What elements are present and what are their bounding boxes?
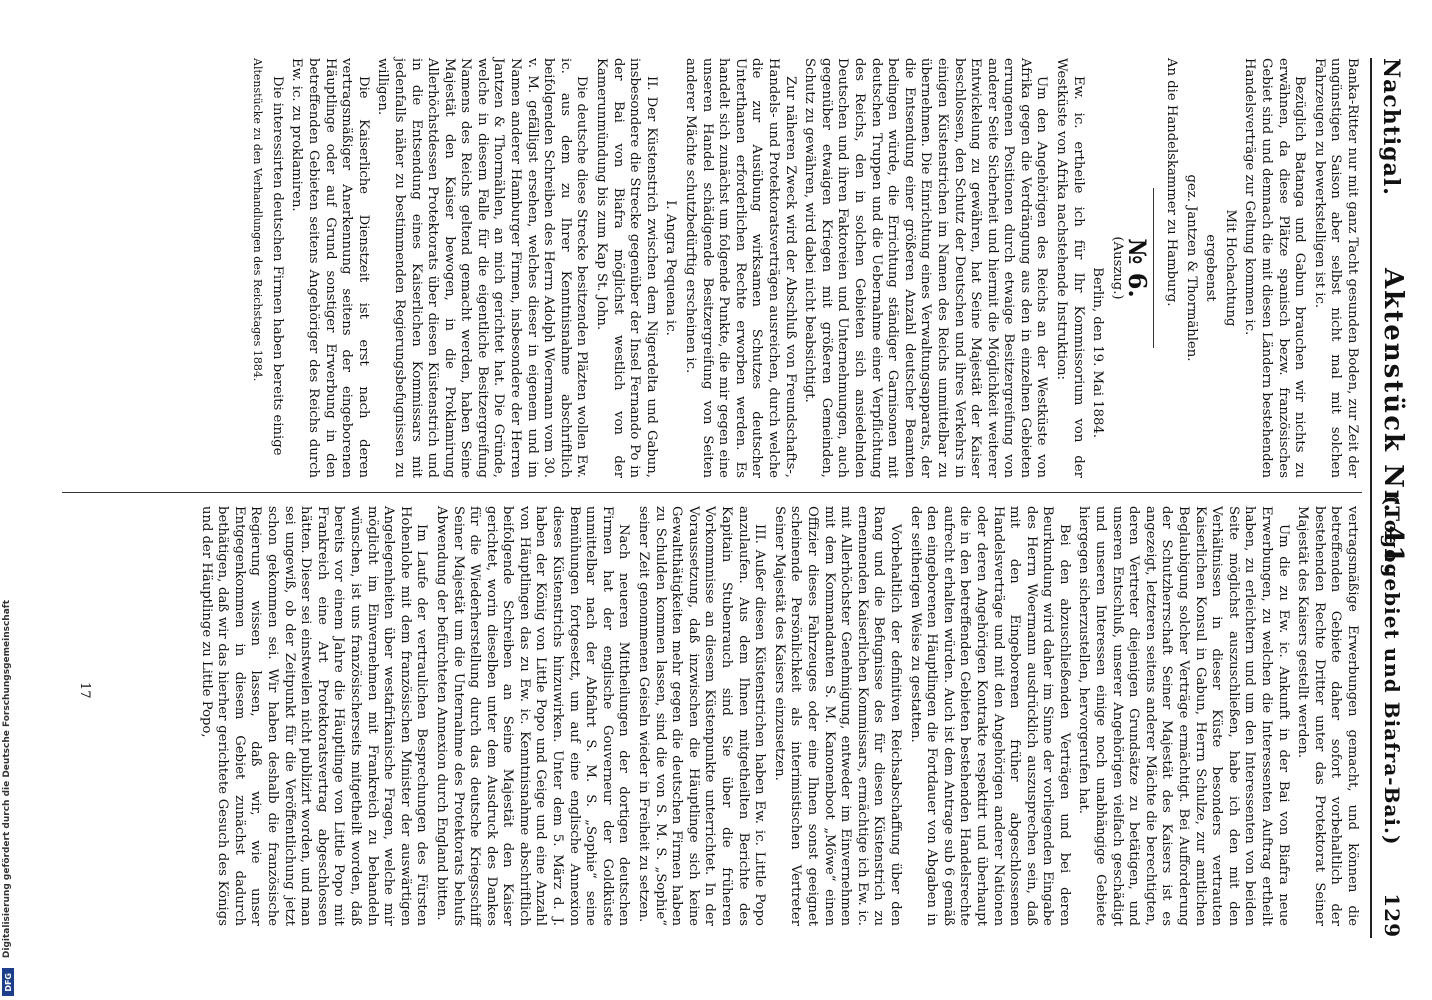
dfg-logo-text: DFG bbox=[3, 972, 13, 992]
signature: gez. Jantzen & Thormählen. bbox=[1183, 174, 1199, 362]
excerpt-label: (Auszug.) bbox=[1109, 236, 1125, 300]
header-right bbox=[1380, 496, 1404, 938]
dateline: Berlin, den 19. Mai 1884. bbox=[1090, 267, 1106, 438]
paragraph: Die deutsche diese Strecke besitzenden Pläzten wollen Ew. ic. aus dem zu Ihrer Kenntnisnahme abschriftlich beifolgenden Schreiben des Herrn Adolph Woermann vom 30. v. M. gefälligst ersehen, welches dieser in eigenem und im Namen anderer Hamburger Firmen, insbesondere der Herren Jantzen & Thormählen, an mich gerichtet hat. Die Gründe, welche in diesem Falle für die eigentliche Besitzergreifung Namens des Reichs geltend gemacht werden, haben Seine Majestät den Kaiser bewogen, in die Proklamirung Allerhöchstdessen Protektorats über diesen Küstenstrich und in die Entsendung eines Kaiserlichen Kommissars mit jedenfalls näher zu bestimmenden Regierungsbefugnissen zu willigen. bbox=[375, 58, 590, 478]
paragraph: II. Der Küstenstrich zwischen dem Nigerdelta und Gabun, insbesondere die Strecke gegenüber der Insel Fernando Po in der Bai von Biafra möglichst westlich von der Kamerunmündung bis zum Kap St. John. bbox=[594, 58, 659, 478]
digitization-credit-text: Digitalisierung gefördert durch die Deutsche Forschungsgemeinschaft bbox=[2, 600, 12, 959]
paragraph: Um die zu Ew. ic. Ankunft in der Bai von Biafra neue Erwerbungen, zu welchen die Interessenten Auftrag ertheilt haben, zu erleichtern und um den Interessenten von beiden Seite möglichst auszuschließen, habe ich den mit den Verhältnissen in dieser Küste besonders vertrauten Kaiserlichen Konsul in Gabun, Herrn Schulze, zur amtlichen Beglaubigung solcher Verträge ermächtigt. Bei Aufforderung der Schutzherrschaft Seiner Majestät des Kaisers ist es angezeigt, letzteren seitens anderer Mächte die berechtigten, deren Vertreter diejenigen Grundsätze zu betätigen, und unseren Entschluß, unserer Angehörigen vielfach geschädigt und unseren Interessen einige noch unabhängige Gebiete hiergegen sicherzustellen, hervorgerufen hat. bbox=[1076, 506, 1291, 926]
header-left: Nachtigal. bbox=[1378, 58, 1404, 196]
running-header bbox=[1370, 58, 1412, 938]
paragraph: Ew. ic. ertheile ich für Ihr Kommissorium von der Westküste von Afrika nachstehende Instruktion: bbox=[1054, 58, 1086, 478]
header-region: (Togogebiet und Biafra-Bai.) bbox=[1380, 495, 1404, 846]
paragraph: Vorbehaltlich der definitiven Reichsabschaffung über den Rang und die Befugnisse des für diesen Küstenstrich zu ernennenden Kaiserlichen Kommissars, ermächtige ich Ew. ic. mit Allerhöchster Genehmigung, entweder im Einvernehmen mit dem Kommandanten S. M. Kanonenboot „Möwe“ einen Offizier dieses Fahrzeuges oder eine Ihnen sonst geeignet scheinende Persönlichkeit als interimistischen Vertreter Seiner Majestät des Kaisers einzusetzen. bbox=[771, 506, 903, 926]
paragraph: Bei den abzuschließenden Verträgen und bei deren Beurkundung wird daher im Sinne der vorliegenden Eingabe des Herrn Woermann ausdrücklich auszusprechen sein, daß mit den Eingeborenen früher abgeschlossenen Handelsverträge und mit den Angehörigen anderer Nationen oder deren Angehörigen Kontrakte respektirt und überhaupt die in den betreffenden Gebieten bestehenden Handelsrechte aufrecht erhalten würden. Auch ist dem Antrage sub 6 gemäß den eingeborenen Häuptlingen die Fortdauer von Abgaben in der seitherigen Weise zu gestatten. bbox=[907, 506, 1072, 926]
closing-ergebenst: ergebenst bbox=[1203, 234, 1219, 302]
address-line: An die Handelskammer zu Hamburg. bbox=[1164, 58, 1180, 307]
paragraph: III. Außer diesen Küstenstrichen haben Ew. ic. Little Popo anzulaufen. Aus dem Ihnen mitgetheilten Berichte des Kapitain Stubenrauch sind Sie über die früheren Vorkommnisse an diesem Küstenpunkte unterrichtet. In der Voraussetzung, daß inzwischen die Häuptlinge sich keine Gewaltthätigkeiten mehr gegen die deutschen Firmen haben zu Schulden kommen lassen, sind die von S. M. S. „Sophie“ seiner Zeit genommenen Geiseln wieder in Freiheit zu setzen. bbox=[636, 506, 768, 926]
paragraph: Die interessirten deutschen Firmen haben bereits einige bbox=[269, 76, 285, 456]
paragraph: Um den Angehörigen des Reichs an der Westküste von Afrika gegen die Verdrängung aus den in einzelnen Gebieten errungenen Positionen durch etwaige Besitzergreifung von anderer Seite Sicherheit und hiermit die Möglichkeit weiterer Entwickelung zu gewähren, hat Seine Majestät der Kaiser beschlossen, den Schutz der Deutschen und ihres Verkehrs in einigen Küstenstrichen im Namen des Reichs unmittelbar zu übernehmen. Die Einrichtung eines Verwaltungsapparats, der die Entsendung einer größeren Anzahl deutscher Beamten bedingen würde, die Errichtung ständiger Garnisonen mit deutschen Truppen und die Uebernahme einer Verpflichtung des Reichs, den in solchen Gebieten sich ansiedelnden Deutschen und ihren Faktoreien und Unternehmungen, auch gegenüber etwaigen Kriegen mit größeren Gemeinden, Schutz zu gewähren, wird dabei nicht beabsichtigt. bbox=[802, 58, 1050, 478]
section-rule bbox=[1153, 188, 1154, 348]
footnote: Altenstücke zu den Verhandlungen des Reichstages 1884. bbox=[251, 58, 265, 382]
digitization-credit bbox=[2, 600, 16, 995]
paragraph: Im Laufe der vertraulichen Besprechungen des Fürsten Hohenlohe mit dem französischen Minister der auswärtigen Angelegenheiten über westafrikanische Fragen, welche mir möglicht im Einvernehmen mit Frankreich zu behandeln wünschen, ist uns französischerseits mitgetheilt worden, daß bereits vor einem Jahre die Häuptlinge von Little Popo mit Frankreich eine Art Protektoratsvertrag abgeschlossen hätten. Dieser sei einstweilen nicht publizirt worden, und man sei ungewiß, ob der Zeitpunkt für die Veröffentlichung jetzt schon gekommen sei. Wir haben deshalb die französische Regierung wissen lassen, daß wir, wie unser Entgegenkommen in diesem Gebiet zunächst dadurch bethätigen, daß wir das hierher gerichtete Gesuch des Königs und der Häuptlinge zu Little Popo, bbox=[198, 506, 430, 926]
paragraph: Bezüglich Batanga und Gabun brauchen wir nichts zu erwähnen, da diese Plätze spanisch bezw. französisches Gebiet sind und demnach die mit diesen Ländern bestehenden Handelsverträge zur Geltung kommen ic. bbox=[1242, 58, 1308, 478]
signature-mark: 17 bbox=[77, 682, 92, 699]
section-number: № 6. bbox=[1123, 238, 1153, 298]
closing-salutation: Mit Hochachtung bbox=[1222, 209, 1238, 327]
paragraph: vertragsmäßige Erwerbungen gemacht, und können die betreffenden Gebiete daher sofort vorbehaltlich der bestehenden Rechte Dritter unter das Protektorat Seiner Majestät des Kaisers gestellt werden. bbox=[1295, 506, 1360, 926]
left-column bbox=[251, 58, 1360, 478]
right-column bbox=[194, 506, 1360, 926]
paragraph: Die Kaiserliche Dienstzeit ist erst nach deren vertragsmäßiger Anerkennung seitens der eingeborenen Häuptlinge oder auf Grund sonstiger Erwerbung in den betreffenden Gebieten seitens Angehöriger des Reichs durch Ew. ic. zu proklamiren. bbox=[289, 58, 371, 478]
subheading: I. Angra Pequena ic. bbox=[663, 200, 679, 336]
paragraph: Nach neueren Mittheilungen der dortigen deutschen Firmen hat der englische Gouverneur der Goldküste unmittelbar nach der Abfahrt S. M. S. „Sophie“ seine Bemühungen fortgesetzt, um auf eine englische Annexion dieses Küstenstrichs hinzuwirken. Unter dem 5. März d. J. haben der König von Little Popo und Geige und eine Anzahl von Häuptlingen das zu Ew. ic. Kenntnisnahme abschriftlich beifolgende Schreiben an Seine Majestät den Kaiser gerichtet, worin dieselben unter dem Ausdruck des Dankes für die Wiederherstellung durch das deutsche Kriegsschiff Seiner Majestät um die Unternahme des Protektorats behufs Abwendung der befürchteten Annexion durch England bitten. bbox=[433, 506, 632, 926]
dfg-logo bbox=[2, 968, 14, 996]
page-number: 129 bbox=[1380, 893, 1404, 938]
rotated-document bbox=[32, 22, 1432, 982]
header-document-number: Aktenstück Nr. 41. bbox=[1378, 268, 1408, 577]
column-divider bbox=[62, 492, 1362, 493]
paragraph: Zur näheren Zweck wird der Abschluß von Freundschafts-, Handels- und Protektoratsverträgen ausreichen, durch welche die zur Ausübung wirksamen Schutzes deutscher Unterthanen erforderlichen Rechte erworben werden. Es handelt sich zunächst um folgende Punkte, die mir gegen eine unseren Handel schädigende Besitzergreifung von Seiten anderer Mächte schutzbedürftig erscheinen ic. bbox=[683, 58, 798, 478]
paragraph: Banka-Ritter nur mit ganz Tacht gesunden Boden, zur Zeit der ungünstigen Saison aber selbst nicht mal mit solchen Fahrzeugen zu bewerkstelligen ist ic. bbox=[1311, 58, 1360, 478]
